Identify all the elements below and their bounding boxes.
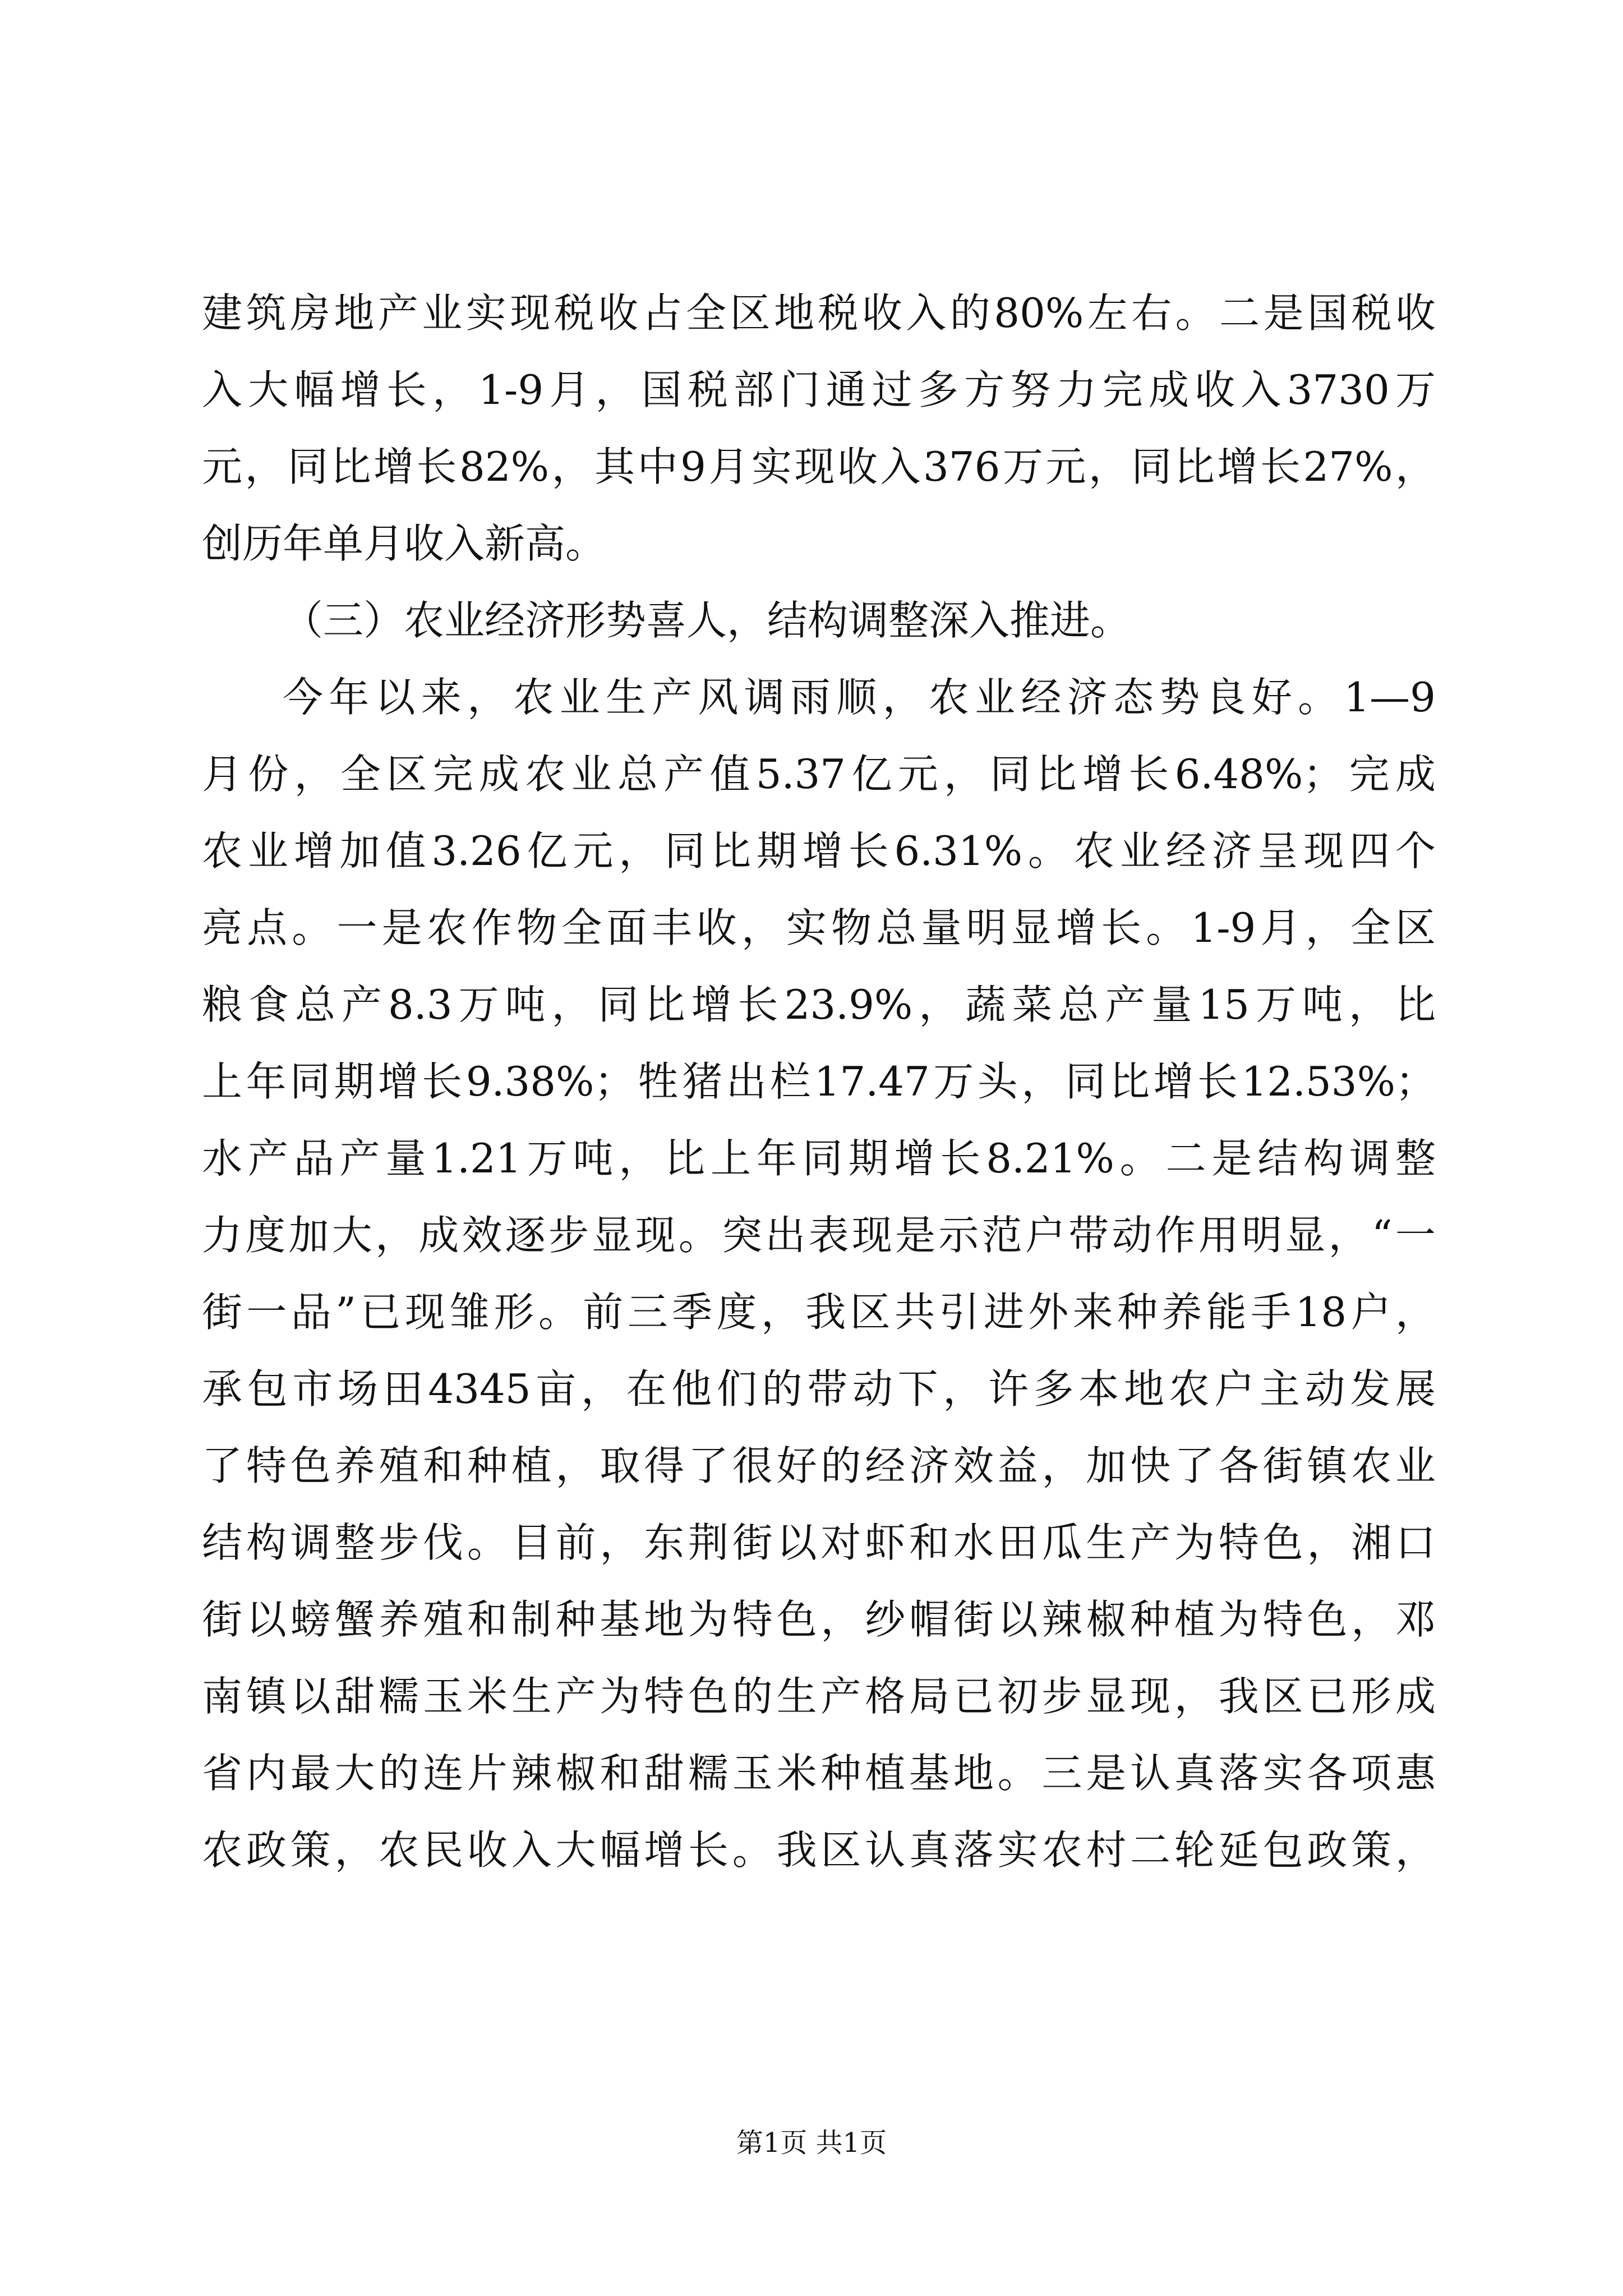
text-line: 水产品产量1.21万吨，比上年同期增长8.21%。二是结构调整 — [202, 1135, 1436, 1182]
text-line: 力度加大，成效逐步显现。突出表现是示范户带动作用明显，“一 — [202, 1212, 1436, 1259]
text-line: 农政策，农民收入大幅增长。我区认真落实农村二轮延包政策， — [202, 1826, 1436, 1874]
page-footer: 第1页 共1页 — [736, 2127, 887, 2159]
text-line: 粮食总产8.3万吨，同比增长23.9%，蔬菜总产量15万吨，比 — [202, 981, 1436, 1028]
text-line: 南镇以甜糯玉米生产为特色的生产格局已初步显现，我区已形成 — [202, 1673, 1436, 1720]
text-line: 创历年单月收入新高。 — [202, 520, 606, 567]
text-line: 今年以来，农业生产风调雨顺，农业经济态势良好。1—9 — [283, 674, 1436, 721]
text-line: 街一品”已现雏形。前三季度，我区共引进外来种养能手18户， — [202, 1289, 1436, 1336]
text-line: 农业增加值3.26亿元，同比期增长6.31%。农业经济呈现四个 — [202, 827, 1436, 875]
text-line: 建筑房地产业实现税收占全区地税收入的80%左右。二是国税收 — [202, 289, 1436, 337]
text-line: 省内最大的连片辣椒和甜糯玉米种植基地。三是认真落实各项惠 — [202, 1750, 1436, 1797]
text-line: 入大幅增长，1-9月，国税部门通过多方努力完成收入3730万 — [202, 366, 1436, 413]
text-line: 上年同期增长9.38%；牲猪出栏17.47万头，同比增长12.53%； — [202, 1058, 1436, 1105]
section-heading: （三）农业经济形势喜人，结构调整深入推进。 — [283, 597, 1131, 644]
text-line: 街以螃蟹养殖和制种基地为特色，纱帽街以辣椒种植为特色，邓 — [202, 1596, 1436, 1643]
document-body — [202, 275, 1436, 1889]
text-line: 亮点。一是农作物全面丰收，实物总量明显增长。1-9月，全区 — [202, 904, 1436, 951]
text-line: 月份，全区完成农业总产值5.37亿元，同比增长6.48%；完成 — [202, 751, 1436, 798]
text-line: 承包市场田4345亩，在他们的带动下，许多本地农户主动发展 — [202, 1365, 1436, 1412]
text-line: 了特色养殖和种植，取得了很好的经济效益，加快了各街镇农业 — [202, 1442, 1436, 1489]
text-line: 元，同比增长82%，其中9月实现收入376万元，同比增长27%， — [202, 443, 1436, 490]
text-line: 结构调整步伐。目前，东荆街以对虾和水田瓜生产为特色，湘口 — [202, 1519, 1436, 1566]
